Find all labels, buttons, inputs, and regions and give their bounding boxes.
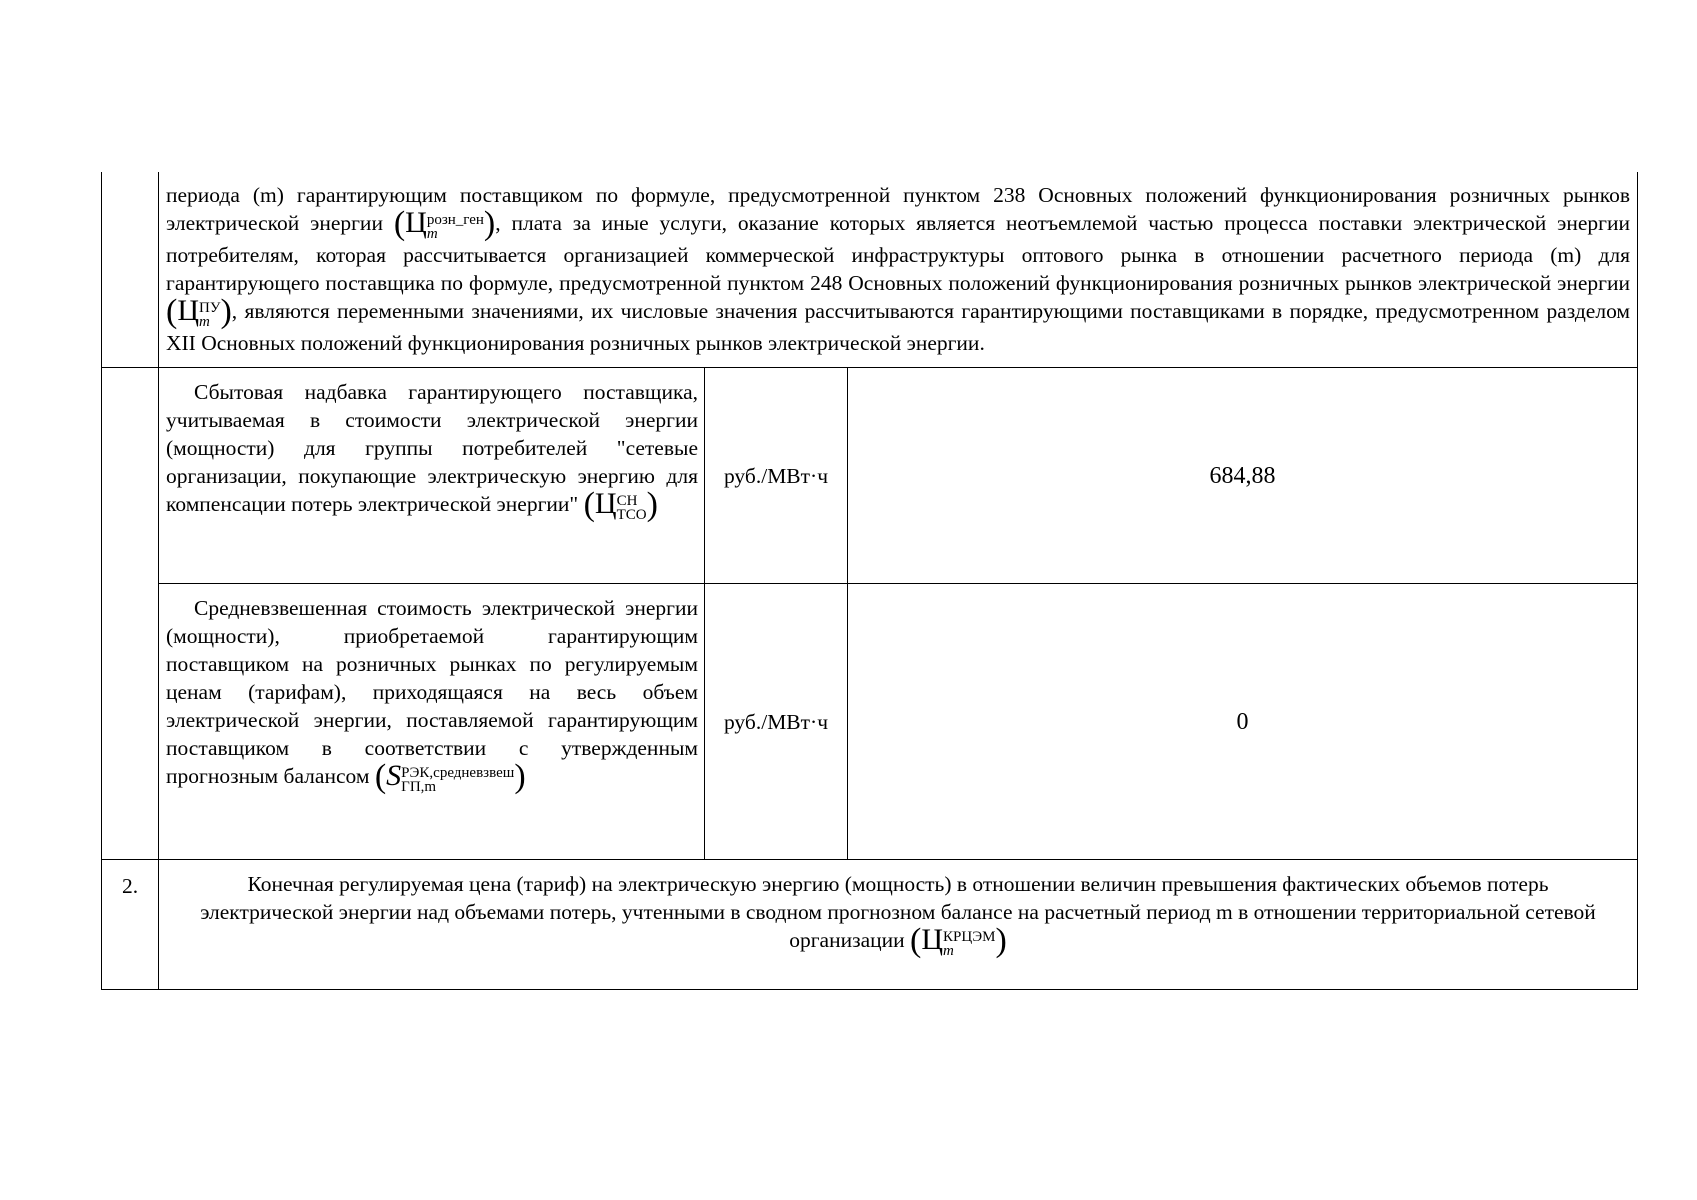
table-row-final-price bbox=[102, 860, 1638, 990]
unit-cell: руб./МВт·ч bbox=[705, 368, 848, 584]
formula-sub: ТСО bbox=[616, 507, 647, 523]
formula-sup: розн_ген bbox=[426, 212, 484, 228]
text-segment: периода (m) гарантирующим поставщиком по формуле, предусмотренной пунктом 238 Основных положений функционирования розничных рынков электрической энергии bbox=[166, 183, 1631, 235]
formula-base: S bbox=[386, 759, 402, 792]
formula-sales-markup: (Ц СН ТСО ) bbox=[583, 486, 658, 523]
text-segment: , плата за иные услуги, оказание которых является неотъемлемой частью процесса поставки электрической энергии потребителям, которая рассчитывается организацией коммерческой инфраструктуры оптового рынка в отношении расчетного периода (m) для гарантирующего поставщика по формуле, предусмотренной пунктом 248 Основных положений функционирования розничных рынков электрической энергии bbox=[166, 211, 1631, 295]
formula-sub: m bbox=[943, 943, 954, 959]
formula-base: Ц bbox=[921, 923, 944, 956]
table-row-continuation bbox=[102, 172, 1638, 368]
formula-sub: ГП,m bbox=[401, 779, 437, 795]
description-text: Средневзвешенная стоимость электрической энергии (мощности), приобретаемой гарантирующим поставщиком на розничных рынках по регулируемым ценам (тарифам), приходящаяся на весь объем электрической энергии, поставляемой гарантирующим поставщиком в соответствии с утвержденным прогнозным балансом bbox=[166, 596, 698, 788]
continuation-text-cell bbox=[159, 172, 1638, 368]
formula-price-retail-gen: (Ц розн_ген m ) bbox=[393, 205, 496, 242]
section-title-cell bbox=[159, 860, 1638, 990]
row-number-cell-empty bbox=[102, 368, 159, 584]
formula-sup: РЭК,средневзвеш bbox=[401, 765, 515, 781]
formula-base: Ц bbox=[594, 487, 617, 520]
formula-sub: m bbox=[199, 314, 210, 330]
text-segment: , являются переменными значениями, их числовые значения рассчитываются гарантирующими поставщиками в порядке, предусмотренном разделом XII Основных положений функционирования розничных рынков электрической энергии. bbox=[166, 299, 1631, 355]
formula-weighted-cost: (S РЭК,средневзвеш ГП,m ) bbox=[374, 758, 526, 795]
unit-cell: руб./МВт·ч bbox=[705, 584, 848, 860]
formula-base: Ц bbox=[177, 294, 199, 327]
row-number-cell: 2. bbox=[102, 860, 159, 990]
formula-price-services: (Ц ПУ m ) bbox=[166, 293, 232, 330]
formula-sup: КРЦЭМ bbox=[943, 929, 996, 945]
table-row-weighted-cost bbox=[102, 584, 1638, 860]
description-cell bbox=[159, 368, 705, 584]
section-title-text: Конечная регулируемая цена (тариф) на электрическую энергию (мощность) в отношении величин превышения фактических объемов потерь электрической энергии над объемами потерь, учтенными в сводном прогнозном балансе на расчетный период m в отношении территориальной сетевой организации bbox=[200, 872, 1596, 952]
formula-sup: СН bbox=[616, 493, 638, 509]
table-row-sales-markup bbox=[102, 368, 1638, 584]
formula-final-price: (Ц КРЦЭМ m ) bbox=[910, 922, 1007, 959]
value-cell: 684,88 bbox=[848, 368, 1638, 584]
row-number-cell-empty bbox=[102, 584, 159, 860]
description-paragraph bbox=[159, 368, 704, 532]
row-number-cell-empty bbox=[102, 172, 159, 368]
description-paragraph bbox=[159, 584, 704, 804]
description-text: Сбытовая надбавка гарантирующего поставщика, учитываемая в стоимости электрической энергии (мощности) для группы потребителей "сетевые организации, покупающие электрическую энергию для компенсации потерь электрической энергии" bbox=[166, 380, 698, 516]
formula-sub: m bbox=[426, 226, 438, 242]
formula-base: Ц bbox=[405, 206, 427, 239]
description-cell bbox=[159, 584, 705, 860]
value-cell: 0 bbox=[848, 584, 1638, 860]
continuation-paragraph bbox=[159, 172, 1637, 367]
tariff-table bbox=[101, 172, 1638, 990]
formula-sup: ПУ bbox=[199, 300, 221, 316]
